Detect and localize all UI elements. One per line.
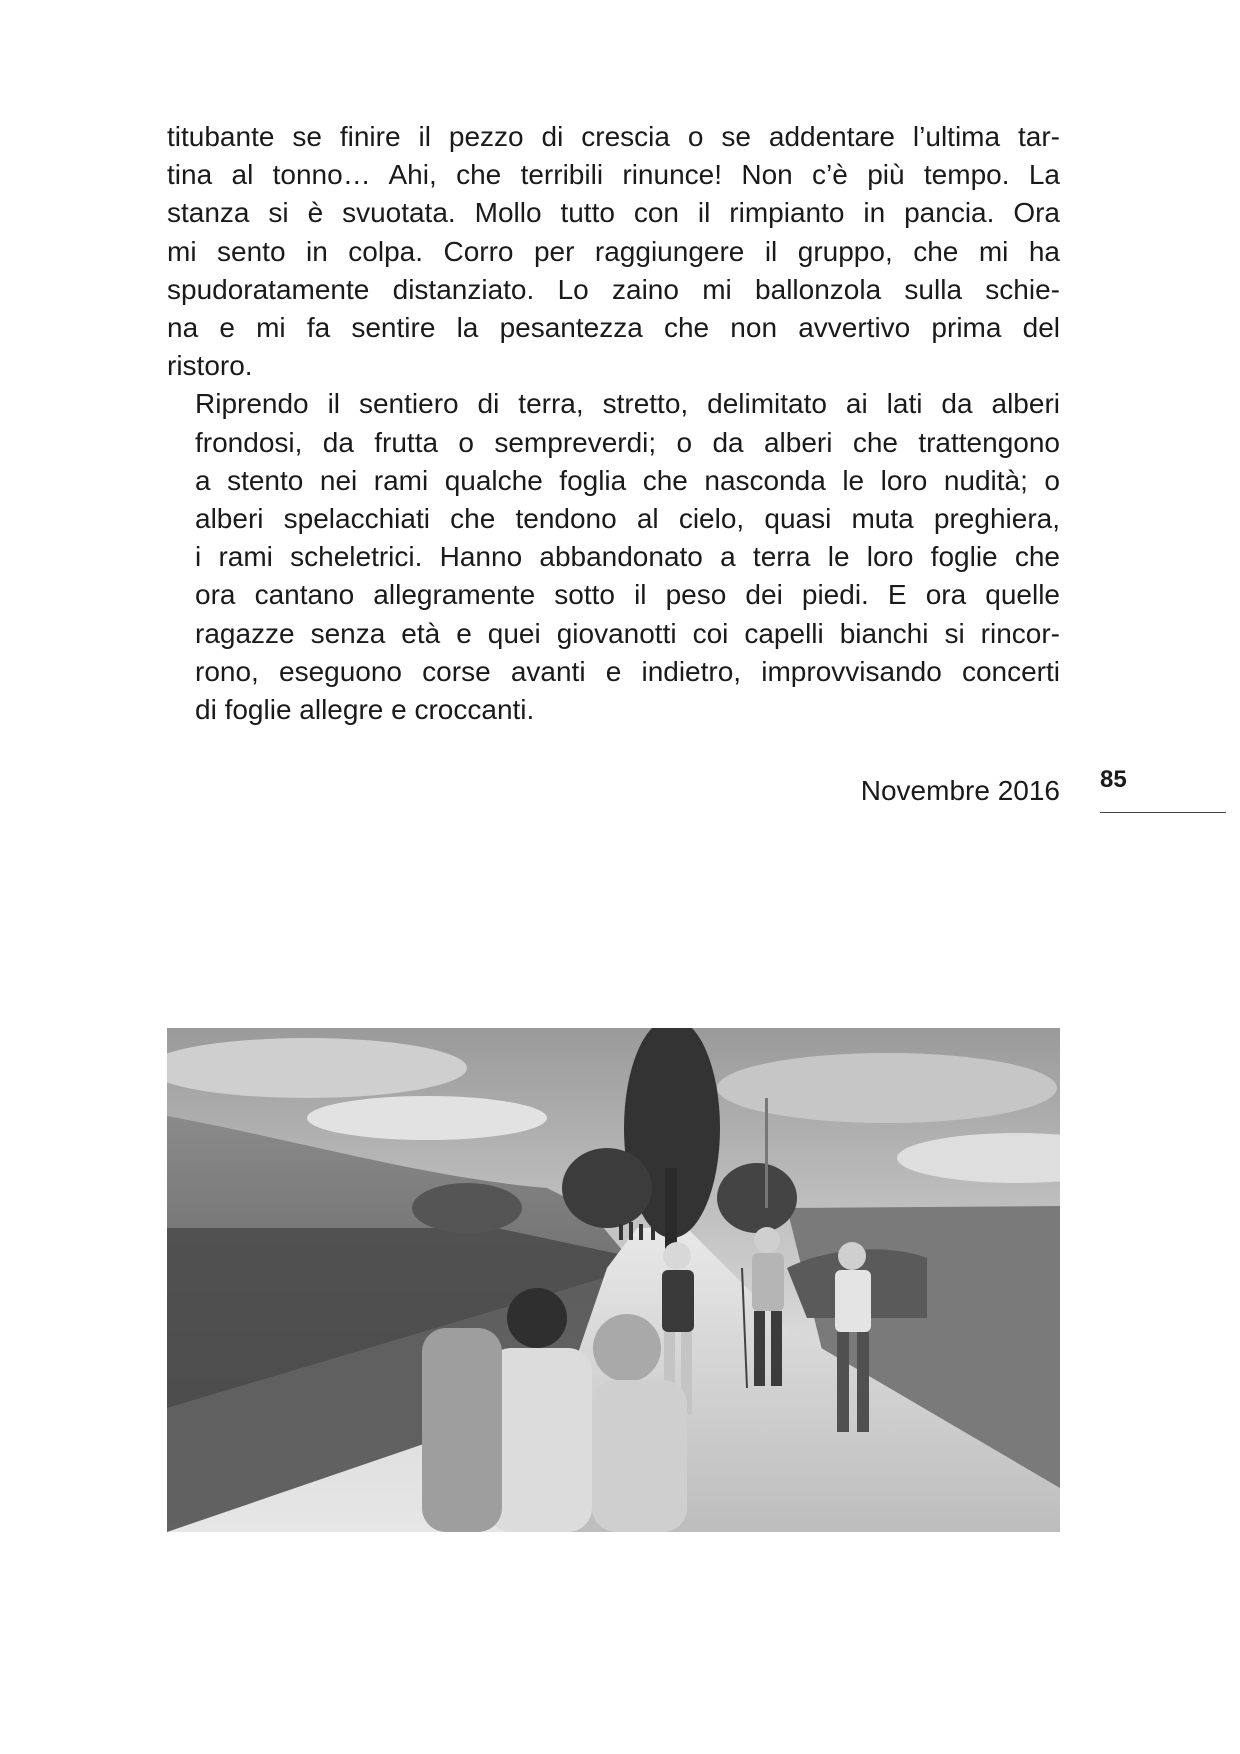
text-line: frondosi, da frutta o sempreverdi; o da alberi che trattengono [195,426,1060,458]
text-line: tina al tonno… Ahi, che terribili rinunce! Non c’è più tempo. La [167,159,1060,191]
text-line: rono, eseguono corse avanti e indietro, improvvisando concerti [195,655,1060,687]
text-line: spudoratamente distanziato. Lo zaino mi ballonzola sulla schie- [167,273,1060,305]
text-line: i rami scheletrici. Hanno abbandonato a terra le loro foglie che [195,541,1060,573]
date-signature: Novembre 2016 [860,775,1060,806]
text-line: alberi spelacchiati che tendono al cielo, quasi muta preghiera, [195,503,1060,535]
page-number: 85 [1100,766,1127,793]
paragraph-2 [167,385,1060,729]
text-line: titubante se finire il pezzo di crescia o se addentare l’ultima tar- [167,121,1060,152]
text-line: stanza si è svuotata. Mollo tutto con il rimpianto in pancia. Ora [167,197,1060,229]
text-line: mi sento in colpa. Corro per raggiungere il gruppo, che mi ha [167,235,1060,267]
hikers-photo [167,1028,1060,1532]
text-line: ristoro. [167,350,253,382]
text-line: ragazze senza età e quei giovanotti coi capelli bianchi si rincor- [195,617,1060,649]
body-text [167,118,1060,729]
text-line: di foglie allegre e croccanti. [195,694,535,726]
text-line: ora cantano allegramente sotto il peso dei piedi. E ora quelle [195,579,1060,611]
text-line: Riprendo il sentiero di terra, stretto, delimitato ai lati da alberi [195,388,1060,420]
text-line: na e mi fa sentire la pesantezza che non avvertivo prima del [167,312,1060,344]
page-number-rule [1100,812,1226,813]
text-line: a stento nei rami qualche foglia che nasconda le loro nudità; o [195,464,1060,496]
paragraph-1 [167,118,1060,385]
